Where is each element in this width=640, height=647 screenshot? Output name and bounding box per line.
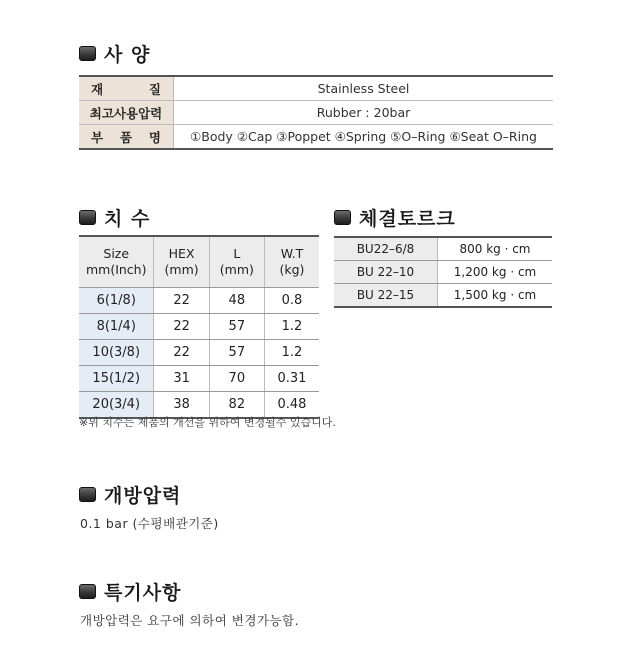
table-row bbox=[79, 366, 319, 392]
weight-cell: 0.48 bbox=[277, 397, 307, 412]
header-hex: HEX (mm) bbox=[154, 236, 209, 288]
square-bullet-icon bbox=[79, 584, 96, 599]
torque-cell: 800 kg · cm bbox=[438, 237, 553, 261]
opening-pressure-title: 개방압력 bbox=[104, 485, 182, 507]
spec-table bbox=[79, 75, 553, 150]
hex-cell: 38 bbox=[154, 392, 209, 419]
features-heading bbox=[79, 578, 181, 605]
table-row bbox=[79, 340, 319, 366]
square-bullet-icon bbox=[79, 487, 96, 502]
features-title: 특기사항 bbox=[104, 582, 182, 604]
header-weight: W.T (kg) bbox=[264, 236, 319, 288]
header-length: L (mm) bbox=[209, 236, 264, 288]
square-bullet-icon bbox=[79, 46, 96, 61]
length-cell: 57 bbox=[209, 314, 264, 340]
hex-cell: 22 bbox=[154, 314, 209, 340]
length-cell: 57 bbox=[209, 340, 264, 366]
spec-value-material: Stainless Steel bbox=[174, 76, 554, 101]
opening-pressure-heading bbox=[79, 481, 181, 508]
torque-heading bbox=[334, 204, 456, 231]
spec-row-material bbox=[79, 76, 553, 101]
spec-label-material: 재 질 bbox=[79, 76, 174, 101]
table-row bbox=[79, 288, 319, 314]
dimensions-title: 치 수 bbox=[104, 208, 151, 230]
spec-label-max-pressure: 최고사용압력 bbox=[79, 101, 174, 125]
weight-cell: 1.2 bbox=[264, 314, 319, 340]
spec-row-max-pressure bbox=[79, 101, 553, 125]
torque-title: 체결토르크 bbox=[359, 208, 456, 230]
dimensions-note: ※위 치수는 제품의 개선을 위하여 변경될수 있습니다. bbox=[79, 416, 336, 429]
weight-cell: 1.2 bbox=[264, 340, 319, 366]
square-bullet-icon bbox=[334, 210, 351, 225]
spec-title: 사 양 bbox=[104, 44, 151, 66]
hex-cell: 22 bbox=[154, 288, 209, 314]
spec-value-max-pressure: Rubber : 20bar bbox=[174, 101, 554, 125]
size-cell: 8(1/4) bbox=[79, 314, 154, 340]
hex-cell: 31 bbox=[154, 366, 209, 392]
hex-cell: 22 bbox=[154, 340, 209, 366]
length-cell: 82 bbox=[209, 392, 264, 419]
dimensions-table bbox=[79, 235, 319, 419]
opening-pressure-text: 0.1 bar (수평배관기준) bbox=[80, 516, 219, 531]
table-row bbox=[79, 314, 319, 340]
dimensions-heading bbox=[79, 204, 150, 231]
weight-cell: 0.31 bbox=[264, 366, 319, 392]
model-cell: BU 22–15 bbox=[334, 284, 438, 308]
size-cell: 20(3/4) bbox=[79, 392, 154, 419]
spec-label-parts: 부 품 명 bbox=[79, 125, 174, 150]
spec-heading bbox=[79, 40, 150, 67]
spec-row-parts bbox=[79, 125, 553, 150]
table-row bbox=[334, 237, 552, 261]
length-cell: 48 bbox=[209, 288, 264, 314]
size-cell: 10(3/8) bbox=[79, 340, 154, 366]
torque-table bbox=[334, 236, 552, 308]
model-cell: BU22–6/8 bbox=[334, 237, 438, 261]
torque-cell: 1,200 kg · cm bbox=[438, 261, 553, 284]
features-text: 개방압력은 요구에 의하여 변경가능함. bbox=[80, 613, 300, 628]
torque-cell: 1,500 kg · cm bbox=[453, 288, 537, 302]
spec-value-parts: ①Body ②Cap ③Poppet ④Spring ⑤O–Ring ⑥Seat O–Ring bbox=[190, 129, 537, 144]
weight-cell: 0.8 bbox=[264, 288, 319, 314]
model-cell: BU 22–10 bbox=[334, 261, 438, 284]
dimensions-header-row bbox=[79, 236, 319, 288]
square-bullet-icon bbox=[79, 210, 96, 225]
table-row bbox=[334, 284, 552, 308]
length-cell: 70 bbox=[209, 366, 264, 392]
table-row bbox=[334, 261, 552, 284]
size-cell: 6(1/8) bbox=[79, 288, 154, 314]
size-cell: 15(1/2) bbox=[79, 366, 154, 392]
header-size: Size mm(Inch) bbox=[79, 236, 154, 288]
